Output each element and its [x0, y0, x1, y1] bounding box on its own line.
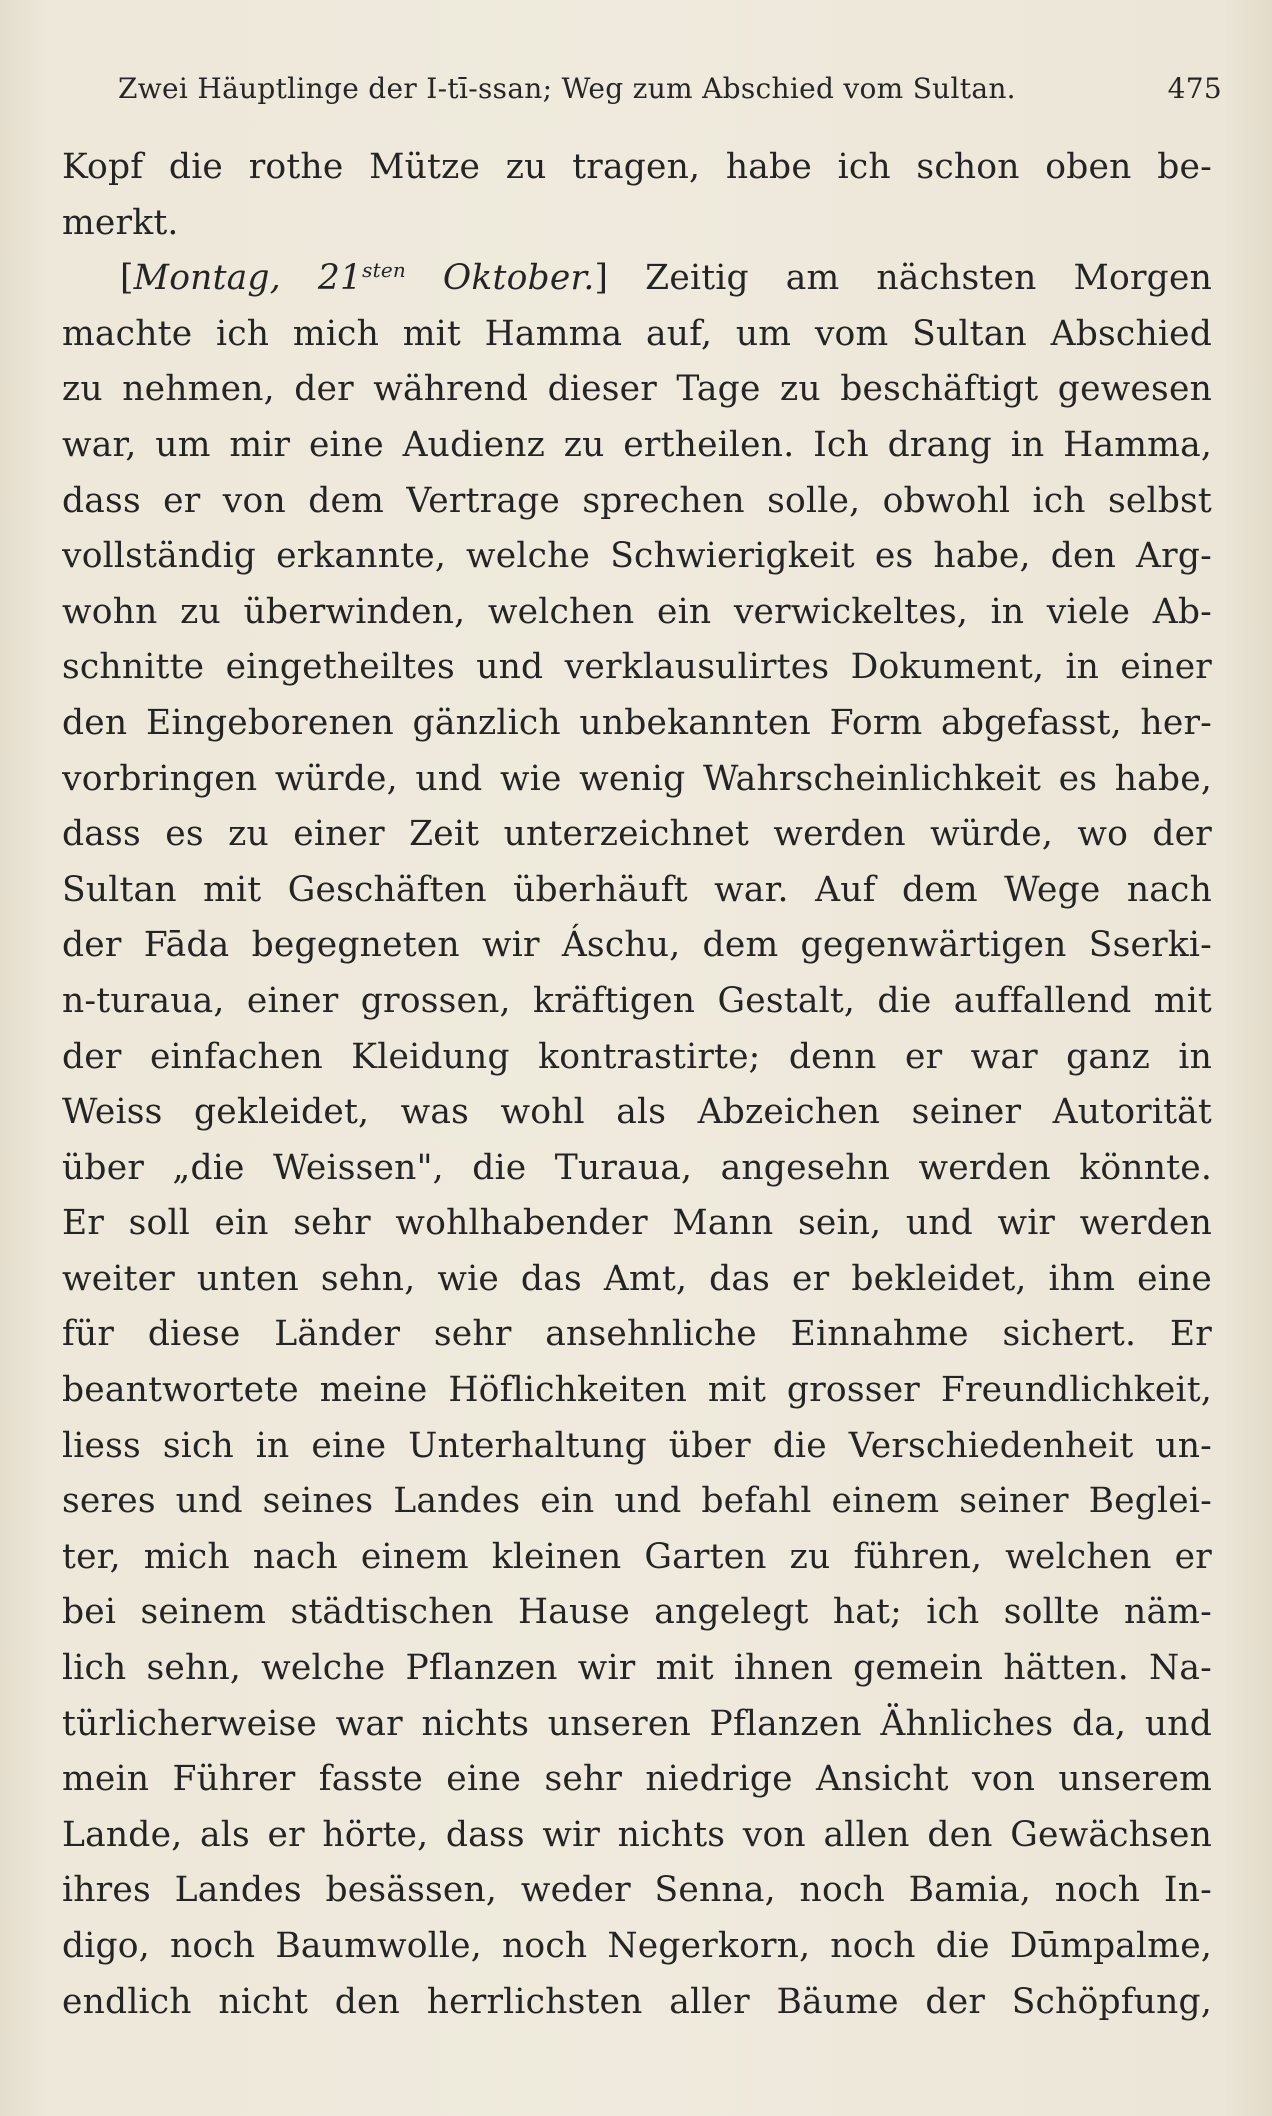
text-line: bei seinem städtischen Hause angelegt hat; ich sollte näm- [62, 1592, 1212, 1633]
text-line: dass er von dem Vertrage sprechen solle, obwohl ich selbst [62, 480, 1212, 521]
body-text [62, 140, 1212, 2030]
text-line: lich sehn, welche Pflanzen wir mit ihnen gemein hätten. Na- [62, 1648, 1212, 1689]
text-line: ter, mich nach einem kleinen Garten zu führen, welchen er [62, 1536, 1212, 1577]
text-line: ihres Landes besässen, weder Senna, noch Bamia, noch In- [62, 1870, 1212, 1911]
line-rest: Zeitig am nächsten Morgen [608, 258, 1212, 299]
text-line: war, um mir eine Audienz zu ertheilen. Ich drang in Hamma, [62, 424, 1212, 465]
text-line: schnitte eingetheiltes und verklausulirtes Dokument, in einer [62, 647, 1212, 688]
text-line: den Eingeborenen gänzlich unbekannten Form abgefasst, her- [62, 702, 1212, 743]
text-line: liess sich in eine Unterhaltung über die Verschiedenheit un- [62, 1425, 1212, 1466]
text-line: weiter unten sehn, wie das Amt, das er bekleidet, ihm eine [62, 1258, 1212, 1299]
text-line-date [62, 251, 1212, 307]
text-line: türlicherweise war nichts unseren Pflanzen Ähnliches da, und [62, 1703, 1212, 1744]
bracket-close: ] [594, 258, 609, 299]
running-title: Zwei Häuptlinge der I-tī-ssan; Weg zum Abschied vom Sultan. [118, 72, 1016, 105]
text-line: wohn zu überwinden, welchen ein verwickeltes, in viele Ab- [62, 591, 1212, 632]
text-line: endlich nicht den herrlichsten aller Bäume der Schöpfung, [62, 1981, 1212, 2022]
running-header [118, 72, 1222, 116]
text-line: Er soll ein sehr wohlhabender Mann sein, und wir werden [62, 1203, 1212, 1244]
date-month: Oktober. [405, 258, 595, 299]
text-line: digo, noch Baumwolle, noch Negerkorn, noch die Dūmpalme, [62, 1926, 1212, 1966]
text-line: für diese Länder sehr ansehnliche Einnahme sichert. Er [62, 1314, 1212, 1355]
text-line: Kopf die rothe Mütze zu tragen, habe ich schon oben be- [62, 147, 1212, 187]
page-number: 475 [1167, 72, 1222, 105]
text-line: merkt. [62, 202, 179, 243]
text-line: machte ich mich mit Hamma auf, um vom Sultan Abschied [62, 313, 1212, 354]
text-line: der einfachen Kleidung kontrastirte; denn er war ganz in [62, 1036, 1212, 1077]
text-line: Sultan mit Geschäften überhäuft war. Auf dem Wege nach [62, 869, 1212, 910]
text-line: vorbringen würde, und wie wenig Wahrscheinlichkeit es habe, [62, 758, 1212, 799]
text-line: der Fāda begegneten wir Áschu, dem gegenwärtigen Sserki- [62, 925, 1212, 966]
date-heading [134, 258, 595, 298]
text-line: Weiss gekleidet, was wohl als Abzeichen seiner Autorität [62, 1092, 1212, 1133]
date-superscript: sten [362, 258, 406, 283]
bracket-open: [ [120, 258, 134, 299]
text-line: n-turaua, einer grossen, kräftigen Gestalt, die auffallend mit [62, 980, 1212, 1021]
text-line: beantwortete meine Höflichkeiten mit grosser Freundlichkeit, [62, 1370, 1212, 1411]
text-line: vollständig erkannte, welche Schwierigkeit es habe, den Arg- [62, 536, 1212, 577]
text-line: seres und seines Landes ein und befahl einem seiner Beglei- [62, 1481, 1212, 1522]
text-line: zu nehmen, der während dieser Tage zu beschäftigt gewesen [62, 369, 1212, 410]
text-line: dass es zu einer Zeit unterzeichnet werden würde, wo der [62, 814, 1212, 855]
text-line: Lande, als er hörte, dass wir nichts von allen den Gewächsen [62, 1814, 1212, 1855]
text-line: mein Führer fasste eine sehr niedrige Ansicht von unserem [62, 1759, 1212, 1800]
date-main: Montag, 21 [133, 258, 363, 299]
text-line: über „die Weissen", die Turaua, angesehn werden könnte. [62, 1147, 1212, 1188]
